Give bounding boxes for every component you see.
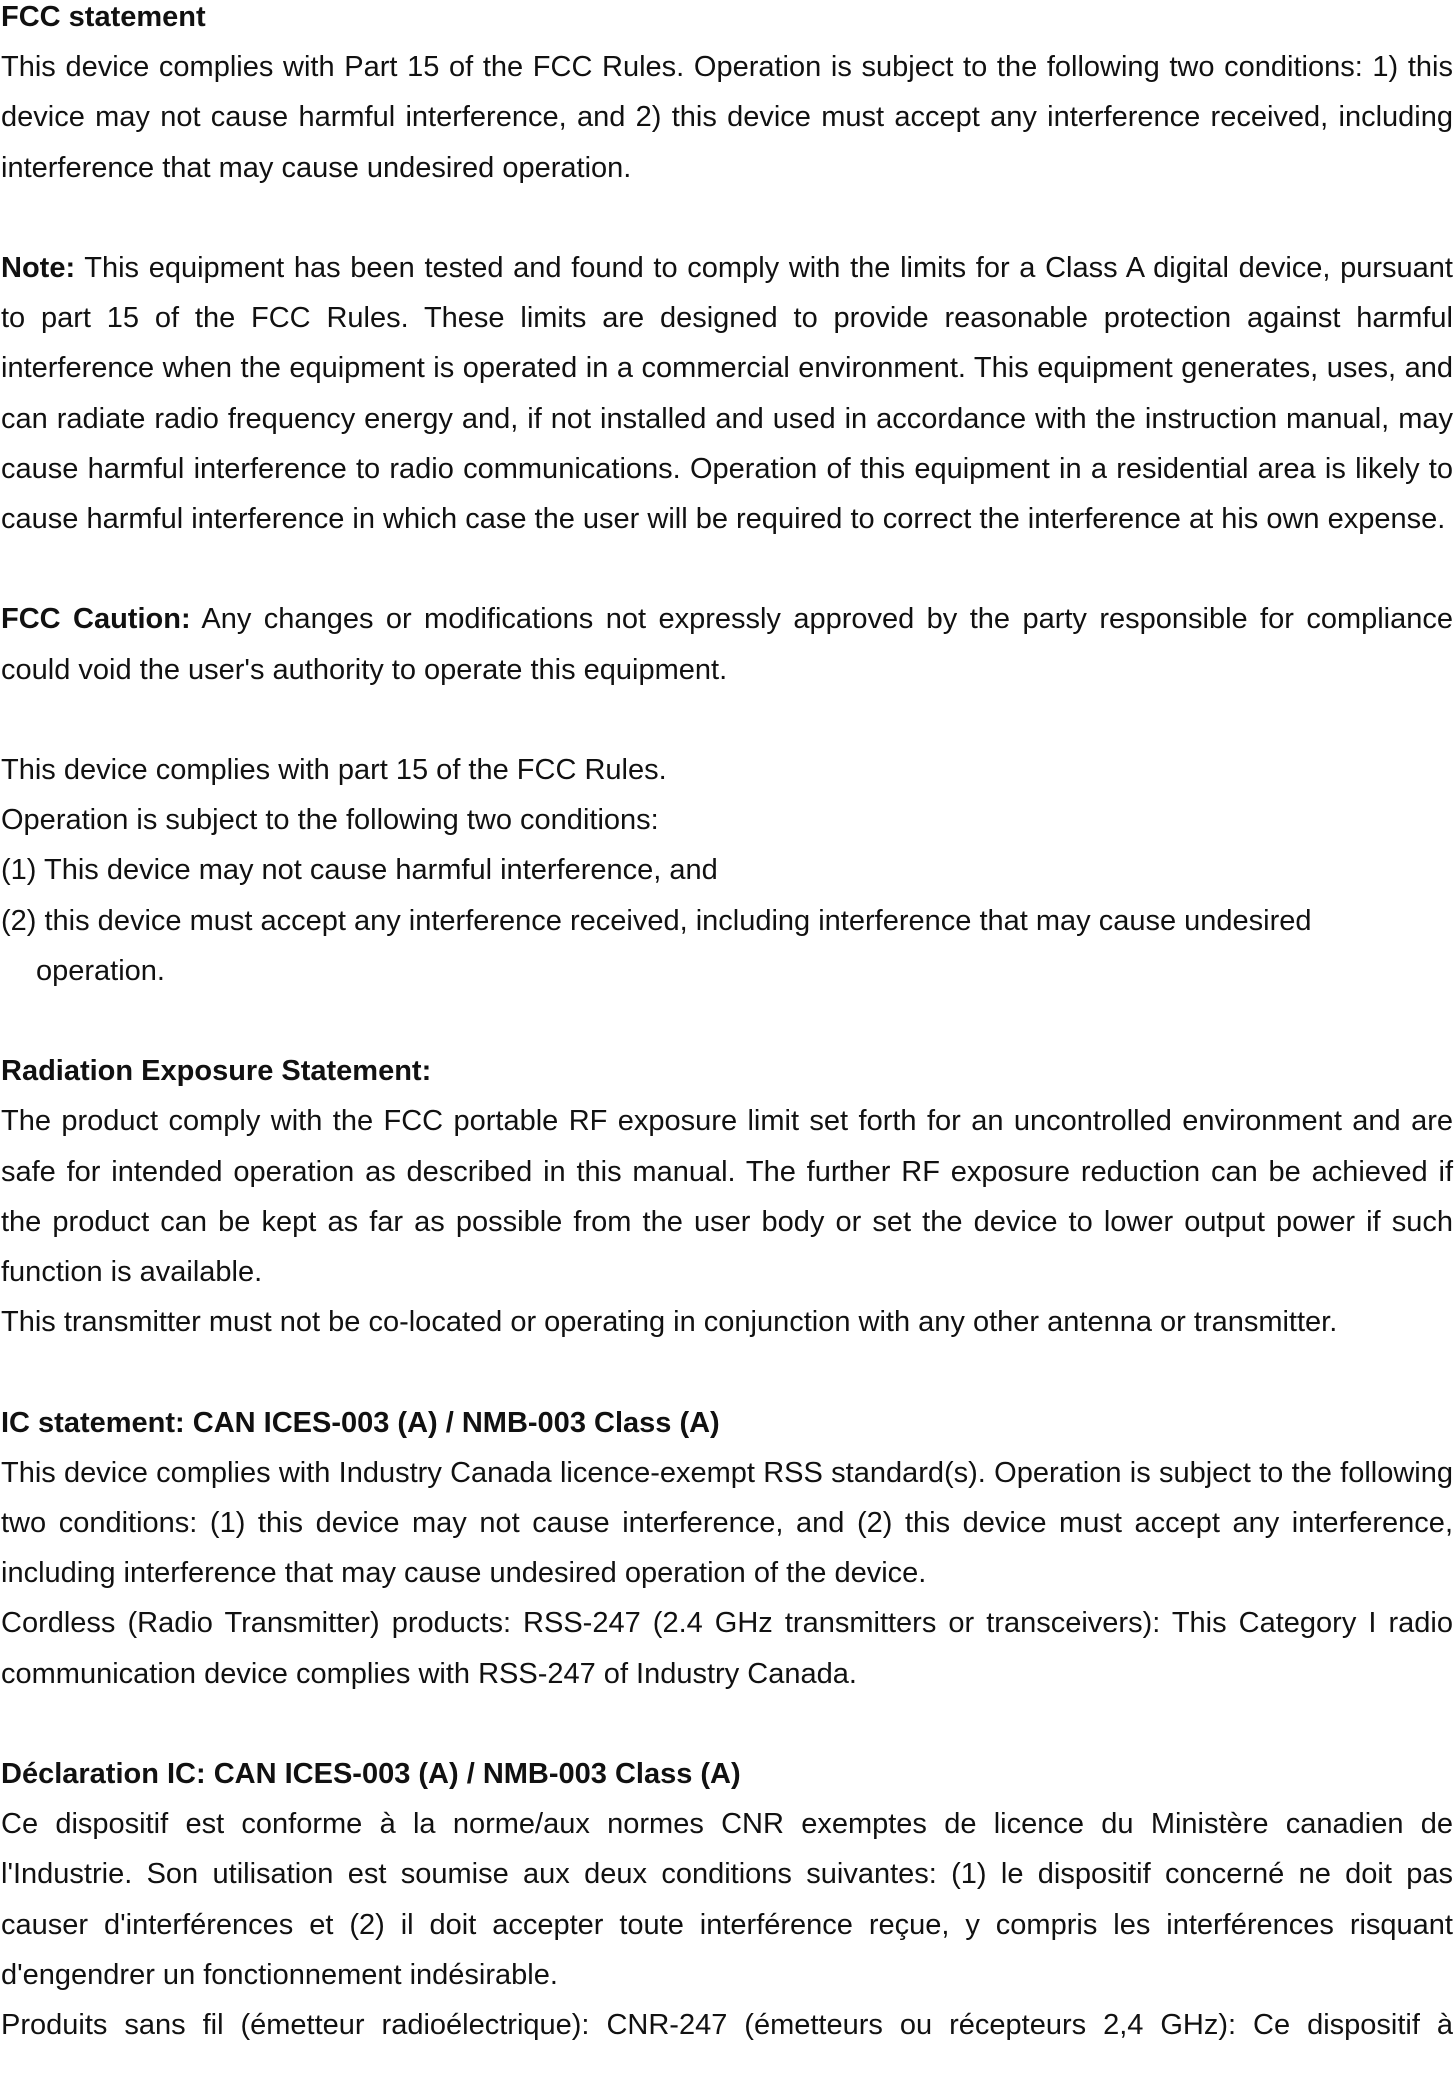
- fcc-statement-body: This device complies with Part 15 of the FCC Rules. Operation is subject to the following two conditions: 1) this device may not cause harmful interference, and 2) this device must accept any interference received, including interference that may cause undesired operation.: [1, 51, 1453, 184]
- declaration-ic-body: Ce dispositif est conforme à la norme/aux normes CNR exemptes de licence du Ministère canadien de l'Industrie. Son utilisation est soumise aux deux conditions suivantes: (1) le dispositif concerné ne doit pas causer d'interférences et (2) il doit accepter toute interférence reçue, y compris les interférences risquant d'engendrer un fonctionnement indésirable.: [1, 1808, 1453, 1991]
- ic-statement-body: This device complies with Industry Canada licence-exempt RSS standard(s). Operation is subject to the following two conditions: (1) this device may not cause interference, and (2) this device must accept any interference, including interference that may cause undesired operation of the device.: [1, 1456, 1453, 1590]
- declaration-ic-title: Déclaration IC: CAN ICES-003 (A) / NMB-003 Class (A): [1, 1758, 741, 1791]
- fcc-caution-body: Any changes or modifications not expressly approved by the party responsible for compliance could void the user's authority to operate this equipment.: [1, 603, 1454, 686]
- radiation-transmitter: This transmitter must not be co-located or operating in conjunction with any other antenna or transmitter.: [1, 1306, 1338, 1339]
- compliance-line-2: Operation is subject to the following two conditions:: [1, 804, 659, 837]
- fcc-caution-label: FCC Caution:: [1, 603, 191, 636]
- document: [1, 0, 1453, 2100]
- compliance-item-1: (1) This device may not cause harmful interference, and: [1, 854, 718, 887]
- note-body: This equipment has been tested and found to comply with the limits for a Class A digital device, pursuant to part 15 of the FCC Rules. These limits are designed to provide reasonable protection against harmful interference when the equipment is operated in a commercial environment. This equipment generates, uses, and can radiate radio frequency energy and, if not installed and used in accordance with the instruction manual, may cause harmful interference to radio communications. Operation of this equipment in a residential area is likely to cause harmful interference in which case the user will be required to correct the interference at his own expense.: [1, 252, 1453, 536]
- note-label: Note:: [1, 252, 76, 284]
- radiation-title: Radiation Exposure Statement:: [1, 1055, 432, 1088]
- compliance-line-1: This device complies with part 15 of the FCC Rules.: [1, 754, 667, 786]
- fcc-statement-title: FCC statement: [1, 1, 206, 33]
- ic-statement-section: [1, 1398, 1453, 1699]
- note-section: [1, 243, 1453, 544]
- radiation-section: [1, 1046, 1453, 1347]
- fcc-caution-section: [1, 594, 1453, 694]
- compliance-item-2-continued: operation.: [36, 954, 165, 987]
- ic-statement-title: IC statement: CAN ICES-003 (A) / NMB-003 Class (A): [1, 1406, 720, 1439]
- ic-statement-cordless: Cordless (Radio Transmitter) products: RSS-247 (2.4 GHz transmitters or transceivers): This Category I radio communication device complies with RSS-247 of Industry Canada.: [1, 1607, 1453, 1690]
- declaration-ic-section: [1, 1749, 1453, 2050]
- compliance-item-2: (2) this device must accept any interference received, including interference that may cause undesired: [1, 904, 1312, 937]
- radiation-body: The product comply with the FCC portable RF exposure limit set forth for an uncontrolled environment and are safe for intended operation as described in this manual. The further RF exposure reduction can be achieved if the product can be kept as far as possible from the user body or set the device to lower output power if such function is available.: [1, 1105, 1453, 1289]
- declaration-ic-products: Produits sans fil (émetteur radioélectrique): CNR-247 (émetteurs ou récepteurs 2,4 GHz): Ce dispositif à: [1, 2009, 1453, 2042]
- compliance-section: [1, 745, 1453, 996]
- fcc-statement-section: [1, 0, 1453, 193]
